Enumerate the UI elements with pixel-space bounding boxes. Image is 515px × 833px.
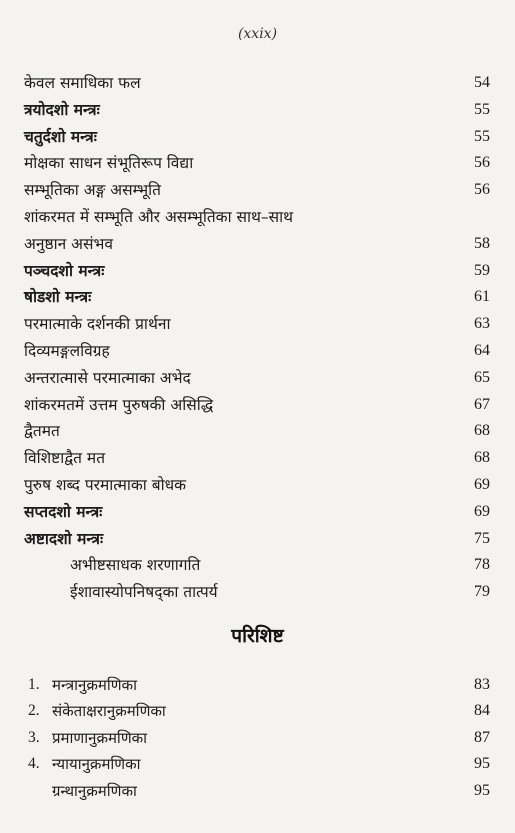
toc-entry-title: परमात्माके दर्शनकी प्रार्थना <box>24 315 171 334</box>
toc-entry <box>24 204 490 231</box>
toc-entry <box>24 579 490 606</box>
appendix-entry-page: 87 <box>474 728 490 746</box>
toc-entry-page: 67 <box>474 395 490 413</box>
appendix-entry-page: 95 <box>474 755 490 773</box>
appendix-entry-page: 84 <box>474 702 490 720</box>
toc-entry <box>24 472 490 499</box>
toc-entry-page: 68 <box>474 422 490 440</box>
appendix-entry <box>24 725 490 751</box>
toc-entry-page: 78 <box>474 556 490 574</box>
appendix-heading: परिशिष्ट <box>231 625 284 647</box>
toc-entry-title: पुरुष शब्द परमात्माका बोधक <box>24 475 187 494</box>
appendix-entry-title: प्रमाणानुक्रमणिका <box>52 728 148 747</box>
toc-mantra-heading <box>24 124 490 151</box>
appendix-entry <box>24 751 490 777</box>
appendix-entry <box>24 698 490 724</box>
toc-entry-title: शांकरमतमें उत्तम पुरुषकी असिद्धि <box>24 395 214 414</box>
toc-entry <box>24 445 490 472</box>
appendix-entry-page: 83 <box>474 676 490 693</box>
toc-entry-page: 54 <box>474 74 490 91</box>
toc-entry-page: 79 <box>474 583 490 601</box>
toc-entry-page: 65 <box>474 368 490 386</box>
toc-entry <box>24 70 490 97</box>
appendix-entry-number: 2. <box>28 702 40 720</box>
appendix-entry-number: 3. <box>28 728 40 746</box>
appendix-entry-number: 4. <box>28 755 40 773</box>
toc-entry-page: 61 <box>474 288 490 306</box>
toc-entry <box>24 177 490 204</box>
toc-entry-page: 69 <box>474 475 490 493</box>
toc-entry-page: 55 <box>474 127 490 145</box>
toc-entry-page: 56 <box>474 181 490 199</box>
appendix-entry-title: ग्रन्थानुक्रमणिका <box>52 781 137 800</box>
toc-entry <box>24 392 490 419</box>
toc-entry <box>24 338 490 365</box>
toc-entry-title: ईशावास्योपनिषद्का तात्पर्य <box>70 583 218 602</box>
toc-entry-title: केवल समाधिका फल <box>24 74 141 92</box>
page-number: (xxix) <box>237 26 278 42</box>
toc-entry-title: मोक्षका साधन संभूतिरूप विद्या <box>24 154 194 173</box>
toc-entry-title: चतुर्दशो मन्त्रः <box>24 127 97 146</box>
toc-entry <box>24 231 490 258</box>
toc-mantra-heading <box>24 526 490 553</box>
toc-entry-page: 75 <box>474 529 490 547</box>
toc-mantra-heading <box>24 97 490 124</box>
toc-entry-title: सम्भूतिका अङ्ग असम्भूति <box>24 181 162 200</box>
appendix-entry-page: 95 <box>474 781 490 799</box>
toc-entry-title: पञ्चदशो मन्त्रः <box>24 261 105 280</box>
appendix-entry <box>24 778 490 804</box>
toc-entry-page: 59 <box>474 261 490 279</box>
toc-entry-page: 69 <box>474 502 490 520</box>
appendix-entry-title: न्यायानुक्रमणिका <box>52 755 141 774</box>
appendix-entry-number: 1. <box>28 676 40 693</box>
toc-entry-title: सप्तदशो मन्त्रः <box>24 502 103 521</box>
toc-entry-page: 68 <box>474 449 490 467</box>
toc-entry-title: अभीष्टसाधक शरणागति <box>70 556 201 575</box>
appendix-entry-title: मन्त्रानुक्रमणिका <box>52 676 137 694</box>
toc-entry <box>24 150 490 177</box>
toc-entry-page: 64 <box>474 341 490 359</box>
toc-entry-title: षोडशो मन्त्रः <box>24 288 92 307</box>
toc-entry-page: 55 <box>474 100 490 118</box>
toc-entry-title: अनुष्ठान असंभव <box>24 234 113 253</box>
toc-entry-page: 63 <box>474 315 490 333</box>
appendix-entry-title: संकेताक्षरानुक्रमणिका <box>52 702 166 721</box>
toc-entry-title: दिव्यमङ्गलविग्रह <box>24 341 110 360</box>
toc-entry-title: विशिष्टाद्वैत मत <box>24 449 106 468</box>
toc-entry-title: अन्तरात्मासे परमात्माका अभेद <box>24 368 191 387</box>
toc-entry-title: अष्टादशो मन्त्रः <box>24 529 104 548</box>
toc-entry <box>24 418 490 445</box>
toc-entry <box>24 552 490 579</box>
toc-mantra-heading <box>24 258 490 285</box>
toc-entry <box>24 311 490 338</box>
toc-entry-title: शांकरमत में सम्भूति और असम्भूतिका साथ–साथ <box>24 207 294 226</box>
toc-entry <box>24 365 490 392</box>
toc-mantra-heading <box>24 284 490 311</box>
table-of-contents <box>24 70 490 606</box>
toc-entry-page: 58 <box>474 234 490 252</box>
toc-entry-title: द्वैतमत <box>24 422 60 441</box>
toc-entry-page: 56 <box>474 154 490 172</box>
toc-entry-title: त्रयोदशो मन्त्रः <box>24 100 100 119</box>
appendix-entry <box>24 672 490 698</box>
appendix-list <box>24 672 490 804</box>
toc-mantra-heading <box>24 499 490 526</box>
